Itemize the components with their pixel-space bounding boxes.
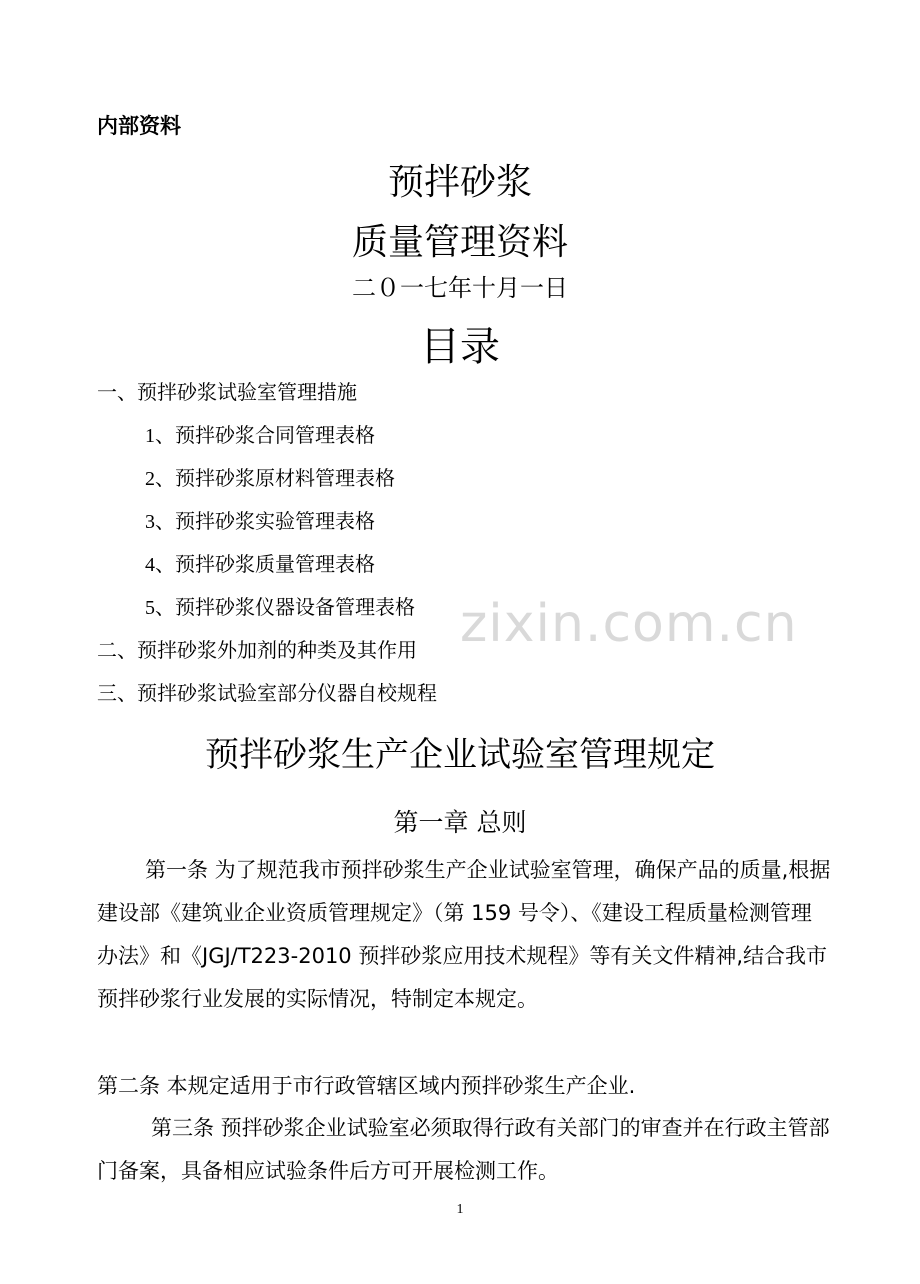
article-3: 第三条 预拌砂浆企业试验室必须取得行政有关部门的审查并在行政主管部门备案，具备相应试验条件后方可开展检测工作。	[97, 1116, 830, 1183]
toc-item	[145, 591, 415, 620]
toc-item-text: 预拌砂浆实验管理表格	[175, 509, 375, 533]
doc-title-line1: 预拌砂浆	[387, 162, 532, 203]
toc-section-2: 二、预拌砂浆外加剂的种类及其作用	[97, 638, 417, 662]
page-number: 1	[456, 1202, 464, 1217]
chapter-heading: 第一章 总则	[393, 808, 527, 837]
toc-item-number: 1、	[145, 425, 175, 447]
toc-item-number: 2、	[145, 468, 175, 490]
doc-title-line2: 质量管理资料	[351, 222, 568, 263]
doc-date: 二０一七年十月一日	[352, 274, 568, 302]
toc-item-text: 预拌砂浆仪器设备管理表格	[175, 595, 415, 619]
toc-item	[145, 548, 375, 577]
toc-item-number: 3、	[145, 511, 175, 533]
toc-section-3: 三、预拌砂浆试验室部分仪器自校规程	[97, 681, 437, 705]
article-2: 第二条 本规定适用于市行政管辖区域内预拌砂浆生产企业.	[97, 1074, 636, 1098]
article-1: 第一条 为了规范我市预拌砂浆生产企业试验室管理，确保产品的质量,根据建设部《建筑业企业资质管理规定》（第 159 号令）、《建设工程质量检测管理办法》和《JGJ/T223-2010 预拌砂浆应用技术规程》等有关文件精神,结合我市预拌砂浆行业发展的实际情况，特制定本规定。	[97, 858, 831, 1011]
toc-item-text: 预拌砂浆原材料管理表格	[175, 466, 395, 490]
toc-item-number: 4、	[145, 554, 175, 576]
toc-section-1: 一、预拌砂浆试验室管理措施	[97, 380, 357, 404]
toc-item	[145, 505, 375, 534]
section-title: 预拌砂浆生产企业试验室管理规定	[205, 735, 715, 775]
toc-item-number: 5、	[145, 597, 175, 619]
toc-item-text: 预拌砂浆质量管理表格	[175, 552, 375, 576]
internal-material-tag: 内部资料	[97, 114, 181, 138]
watermark: zixin.com.cn	[460, 594, 798, 654]
toc-item	[145, 419, 375, 448]
toc-item-text: 预拌砂浆合同管理表格	[175, 423, 375, 447]
toc-heading: 目录	[420, 324, 500, 370]
toc-item	[145, 462, 395, 491]
